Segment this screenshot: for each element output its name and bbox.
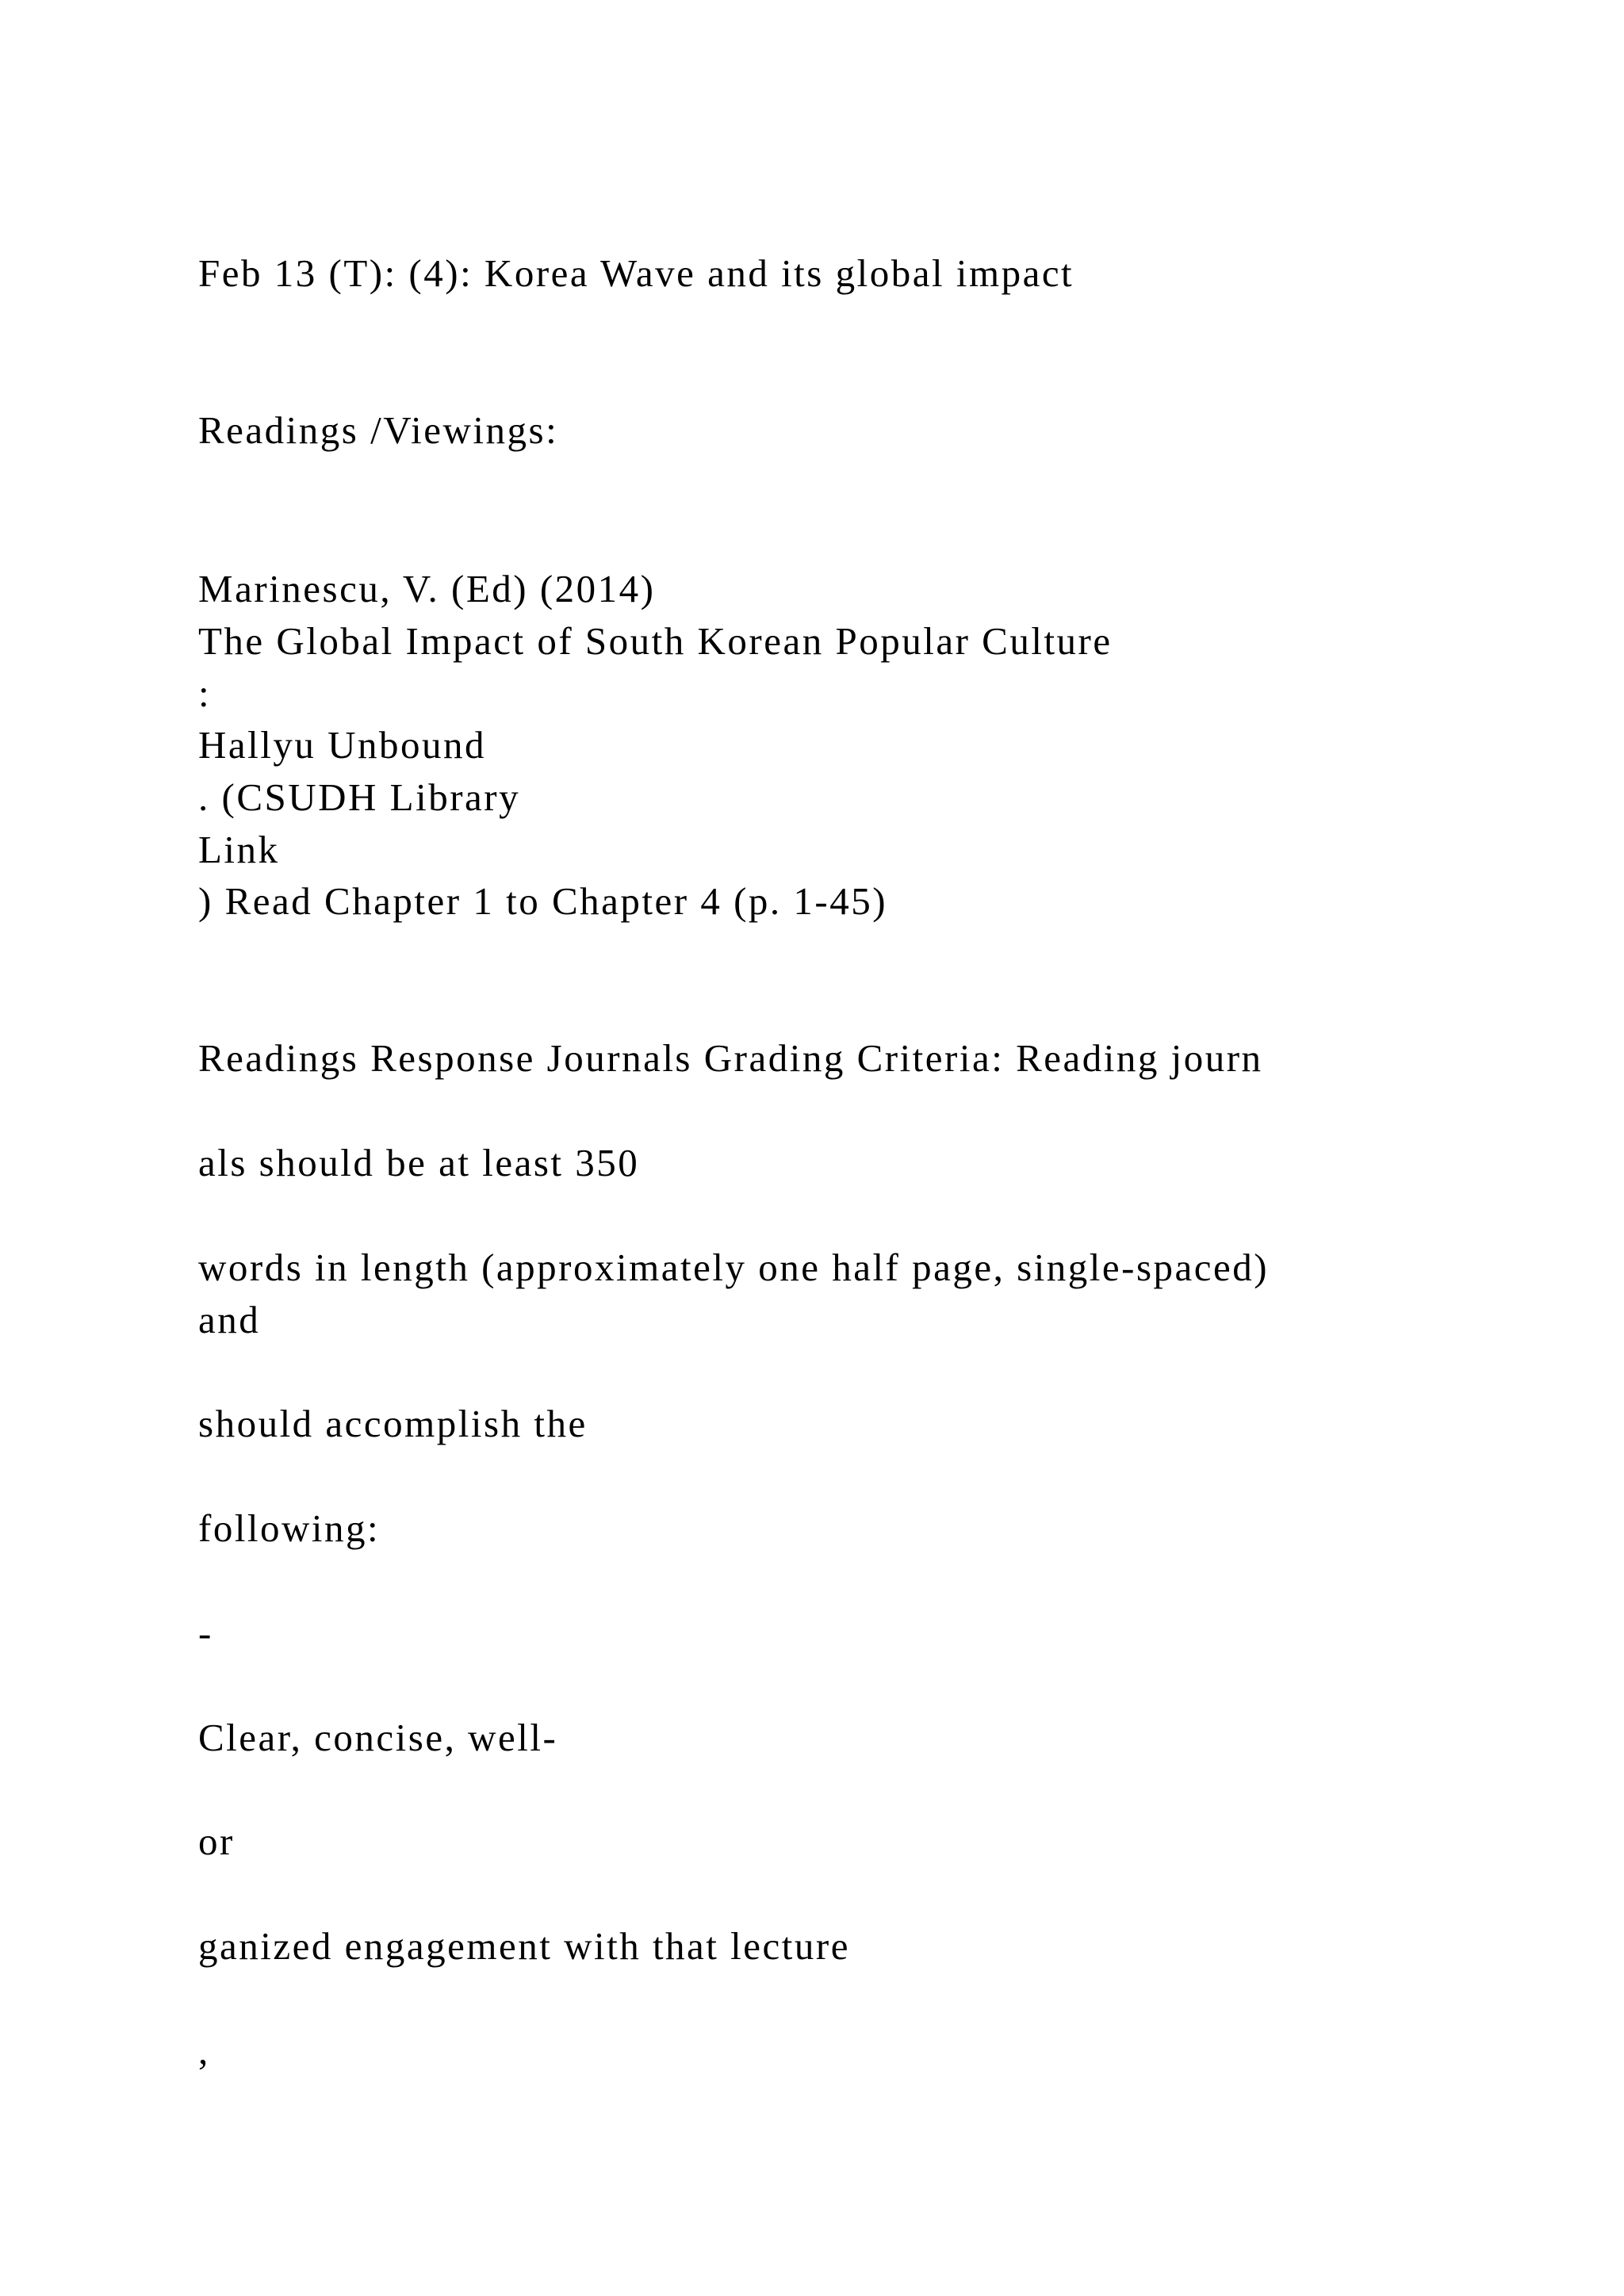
reading-assignment: ) Read Chapter 1 to Chapter 4 (p. 1-45) [198,879,888,923]
criteria-item-part-1: Clear, concise, well- [198,1716,558,1759]
citation-link[interactable]: Link [198,828,280,871]
citation-colon: : [198,672,212,715]
citation-subtitle: Hallyu Unbound [198,723,486,767]
session-heading: Feb 13 (T): (4): Korea Wave and its global impact [198,251,1074,295]
criteria-item-part-4: , [198,2029,210,2072]
criteria-line-4: and [198,1298,261,1341]
criteria-item-part-3: ganized engagement with that lecture [198,1924,850,1968]
list-bullet: - [198,1611,213,1655]
criteria-line-1: Readings Response Journals Grading Criteria: Reading journ [198,1036,1263,1080]
criteria-line-6: following: [198,1506,381,1550]
criteria-line-2: als should be at least 350 [198,1141,640,1184]
criteria-line-3: words in length (approximately one half page, single-spaced) [198,1246,1270,1289]
citation-library: . (CSUDH Library [198,775,521,819]
citation-author-year: Marinescu, V. (Ed) (2014) [198,567,656,610]
readings-label: Readings /Viewings: [198,408,559,452]
criteria-line-5: should accomplish the [198,1402,588,1445]
citation-title: The Global Impact of South Korean Popular Culture [198,619,1113,663]
criteria-item-part-2: or [198,1820,235,1863]
